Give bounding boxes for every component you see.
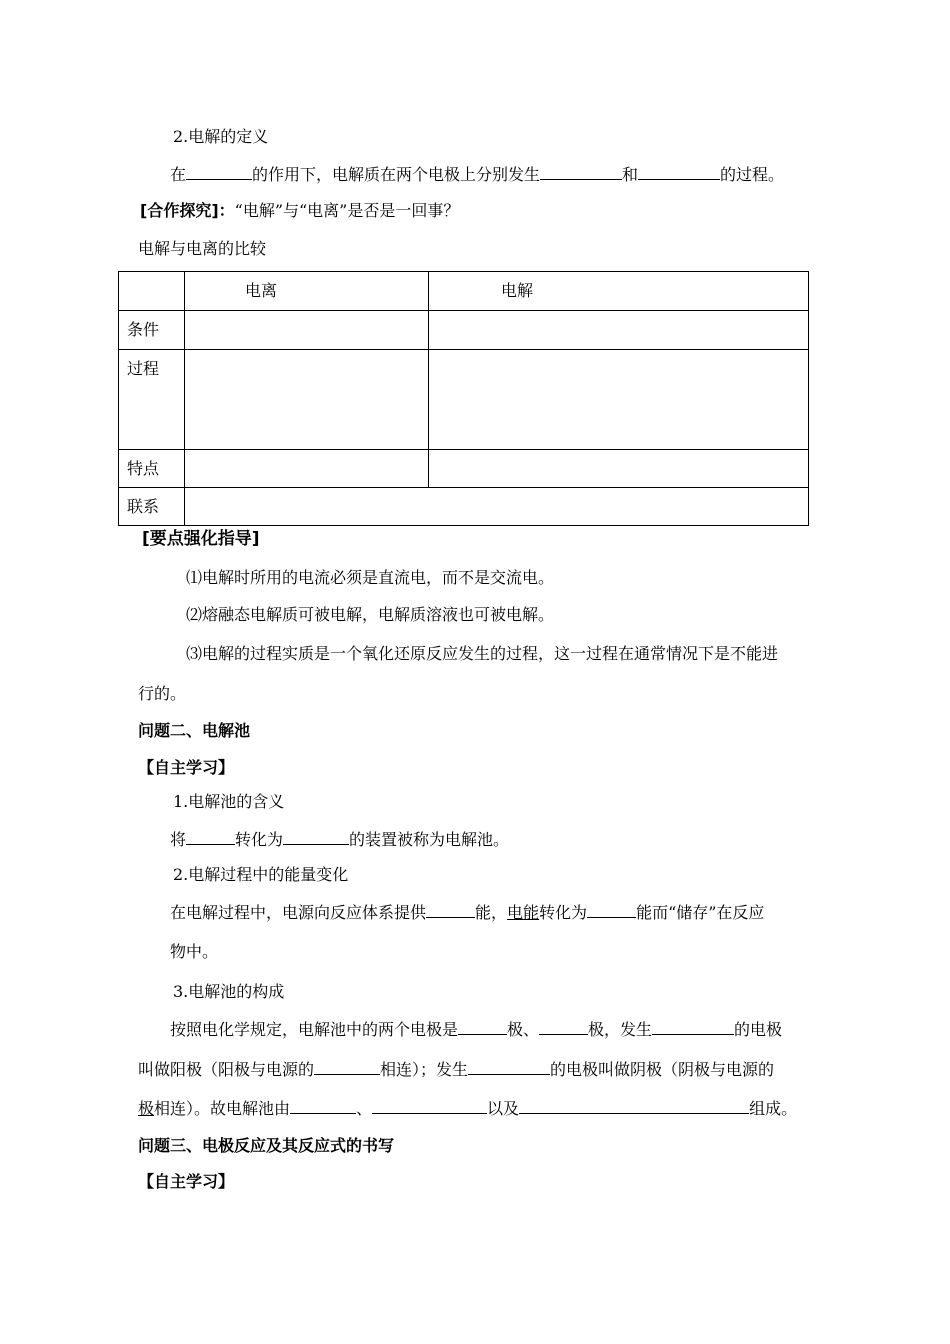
key-point-item: ⑴电解时所用的电流必须是直流电，而不是交流电。	[186, 568, 555, 587]
row-label-process: 过程	[119, 350, 185, 450]
table-row	[119, 311, 809, 350]
problem3-title: 问题三、电极反应及其反应式的书写	[138, 1136, 395, 1155]
table-cell[interactable]	[185, 450, 429, 488]
blank-field[interactable]	[186, 828, 235, 845]
table-row	[119, 350, 809, 450]
problem3-self-study: 【自主学习】	[138, 1172, 235, 1191]
key-point-item: ⑶电解的过程实质是一个氧化还原反应发生的过程，这一过程在通常情况下是不能进	[186, 644, 779, 663]
blank-field[interactable]	[283, 828, 349, 845]
definition-sentence: 在 的作用下，电解质在两个电极上分别发生 和 的过程。	[170, 165, 785, 184]
blank-field[interactable]	[638, 163, 720, 180]
composition-line-2: 叫做阳极（阳极与电源的 相连）；发生 的电极叫做阴极（阴极与电源的	[138, 1060, 775, 1079]
table-header-ionization: 电离	[185, 272, 429, 311]
blank-field[interactable]	[426, 901, 475, 918]
problem2-title: 问题二、电解池	[138, 721, 251, 740]
table-row	[119, 450, 809, 488]
composition-line-1: 按照电化学规定，电解池中的两个电极是 极、 极，发生 的电极	[170, 1020, 783, 1039]
table-cell[interactable]	[185, 350, 429, 450]
blank-field[interactable]	[458, 1018, 507, 1035]
table-cell[interactable]	[429, 311, 809, 350]
blank-field[interactable]	[539, 1018, 588, 1035]
comparison-table	[118, 271, 809, 526]
cooperate-question: “电解”与“电离”是否是一回事？	[234, 201, 460, 220]
table-header-electrolysis: 电解	[429, 272, 809, 311]
blank-field[interactable]	[290, 1097, 356, 1114]
table-caption: 电解与电离的比较	[138, 239, 267, 258]
cell-def-sentence: 将 转化为 的装置被称为电解池。	[170, 830, 510, 849]
cooperate-tag: [合作探究]：	[140, 201, 235, 220]
composition-line-3: 极相连）。故电解池由 、 以及 组成。	[138, 1099, 798, 1118]
blank-field[interactable]	[519, 1097, 749, 1114]
table-cell[interactable]	[429, 350, 809, 450]
blank-field[interactable]	[468, 1058, 550, 1075]
blank-field[interactable]	[587, 901, 636, 918]
energy-heading: 2.电解过程中的能量变化	[173, 865, 349, 884]
row-label-relation: 联系	[119, 488, 185, 526]
blank-field[interactable]	[186, 163, 252, 180]
table-cell	[119, 272, 185, 311]
key-points-title: [要点强化指导]	[142, 529, 260, 549]
energy-continued: 物中。	[170, 942, 219, 961]
key-point-continued: 行的。	[138, 684, 187, 703]
energy-sentence: 在电解过程中，电源向反应体系提供 能，电能转化为 能而“储存”在反应	[170, 903, 765, 922]
cell-def-heading: 1.电解池的含义	[173, 792, 285, 811]
table-header-row	[119, 272, 809, 311]
composition-heading: 3.电解池的构成	[173, 982, 285, 1001]
blank-field[interactable]	[314, 1058, 380, 1075]
table-cell[interactable]	[185, 488, 809, 526]
blank-field[interactable]	[372, 1097, 487, 1114]
blank-field[interactable]	[540, 163, 622, 180]
blank-field[interactable]	[652, 1018, 734, 1035]
table-row	[119, 488, 809, 526]
table-cell[interactable]	[429, 450, 809, 488]
row-label-feature: 特点	[119, 450, 185, 488]
cooperate-line	[140, 200, 459, 222]
row-label-condition: 条件	[119, 311, 185, 350]
table-cell[interactable]	[185, 311, 429, 350]
problem2-self-study: 【自主学习】	[138, 758, 235, 777]
key-point-item: ⑵熔融态电解质可被电解，电解质溶液也可被电解。	[186, 605, 555, 624]
definition-heading: 2.电解的定义	[173, 127, 269, 146]
